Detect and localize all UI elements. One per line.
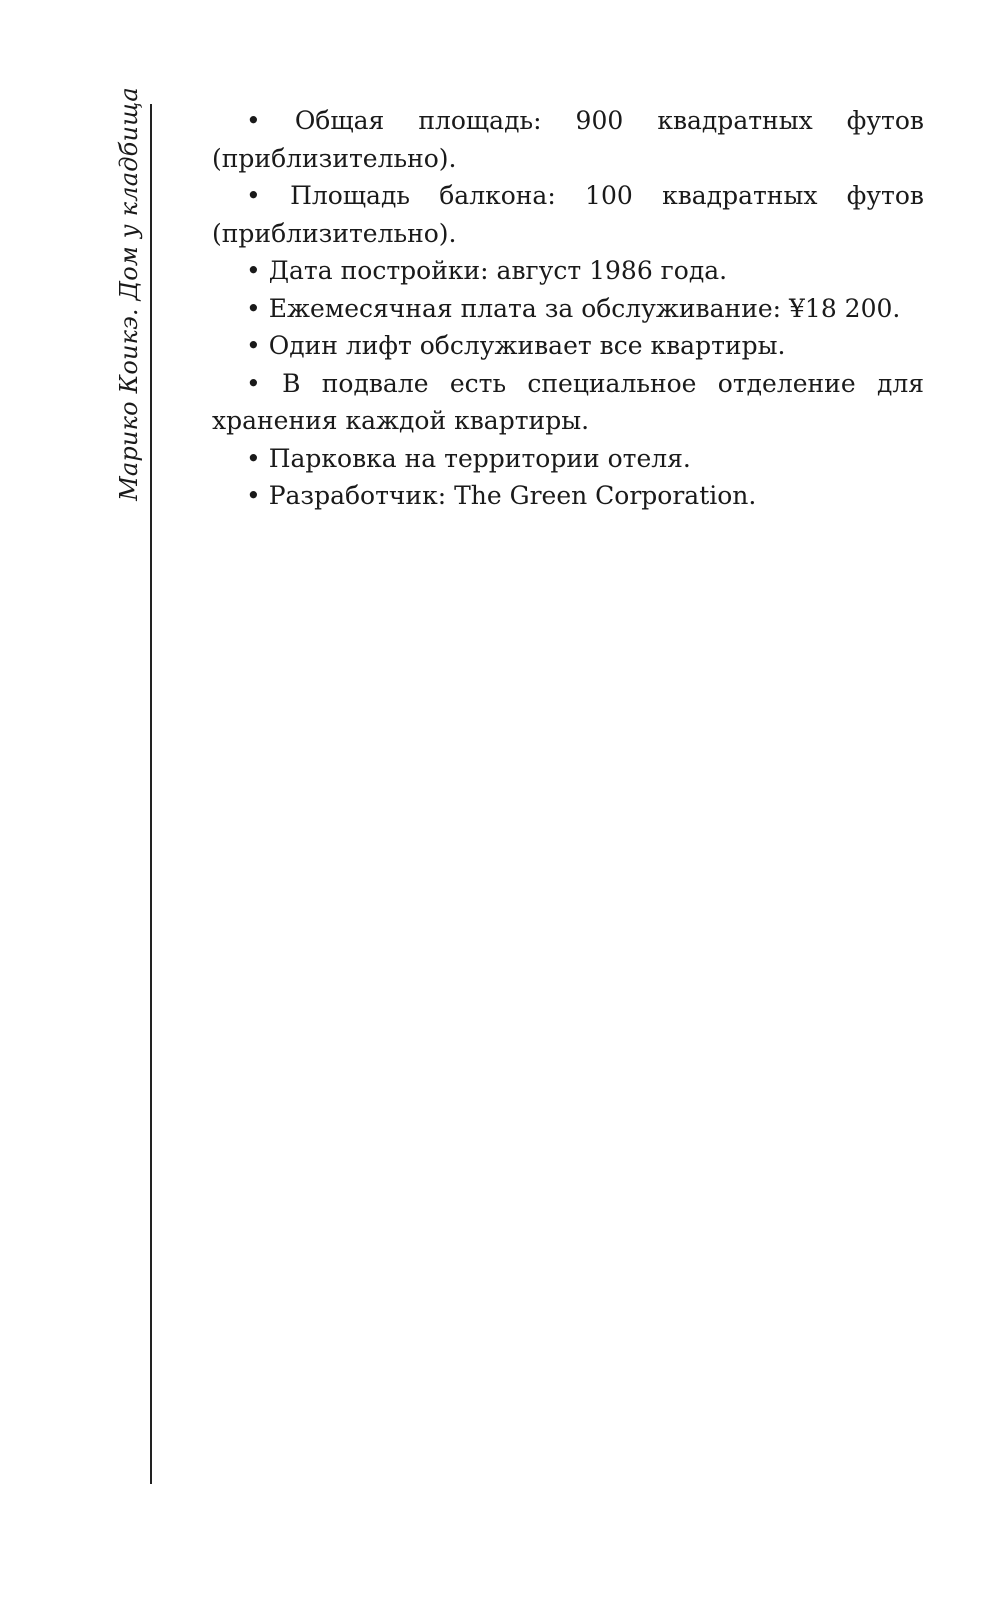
bullet-icon: •	[246, 443, 261, 473]
list-item	[212, 252, 924, 290]
bullet-icon: •	[246, 181, 261, 210]
list-item	[212, 177, 924, 252]
bullet-icon: •	[246, 368, 261, 398]
list-item	[212, 327, 924, 365]
list-item	[212, 440, 924, 478]
list-item-text: В подвале есть специальное отделение для хранения каждой квартиры.	[212, 368, 924, 435]
bullet-icon: •	[246, 106, 261, 135]
running-head	[112, 87, 146, 501]
list-item	[212, 290, 924, 328]
list-item-text: Общая площадь: 900 квадратных футов (приблизительно).	[212, 106, 924, 173]
bullet-icon: •	[246, 331, 261, 360]
bullet-icon: •	[246, 256, 261, 285]
running-head-text: Марико Коикэ. Дом у кладбища	[115, 87, 143, 501]
list-item-text: Парковка на территории отеля.	[268, 443, 691, 473]
list-item-text: Ежемесячная плата за обслуживание: ¥18 200.	[268, 293, 901, 323]
list-item-text: Один лифт обслуживает все квартиры.	[268, 331, 786, 360]
list-item	[212, 477, 924, 515]
list-item-text: Дата постройки: август 1986 года.	[268, 256, 728, 285]
bullet-icon: •	[246, 293, 261, 323]
list-item-text: Площадь балкона: 100 квадратных футов (приблизительно).	[212, 181, 924, 248]
list-item-text: Разработчик: The Green Corporation.	[268, 481, 757, 510]
list-item	[212, 102, 924, 177]
bullet-icon: •	[246, 481, 261, 510]
apartment-facts-list	[212, 102, 924, 515]
margin-rule	[150, 104, 152, 1484]
list-item	[212, 365, 924, 440]
